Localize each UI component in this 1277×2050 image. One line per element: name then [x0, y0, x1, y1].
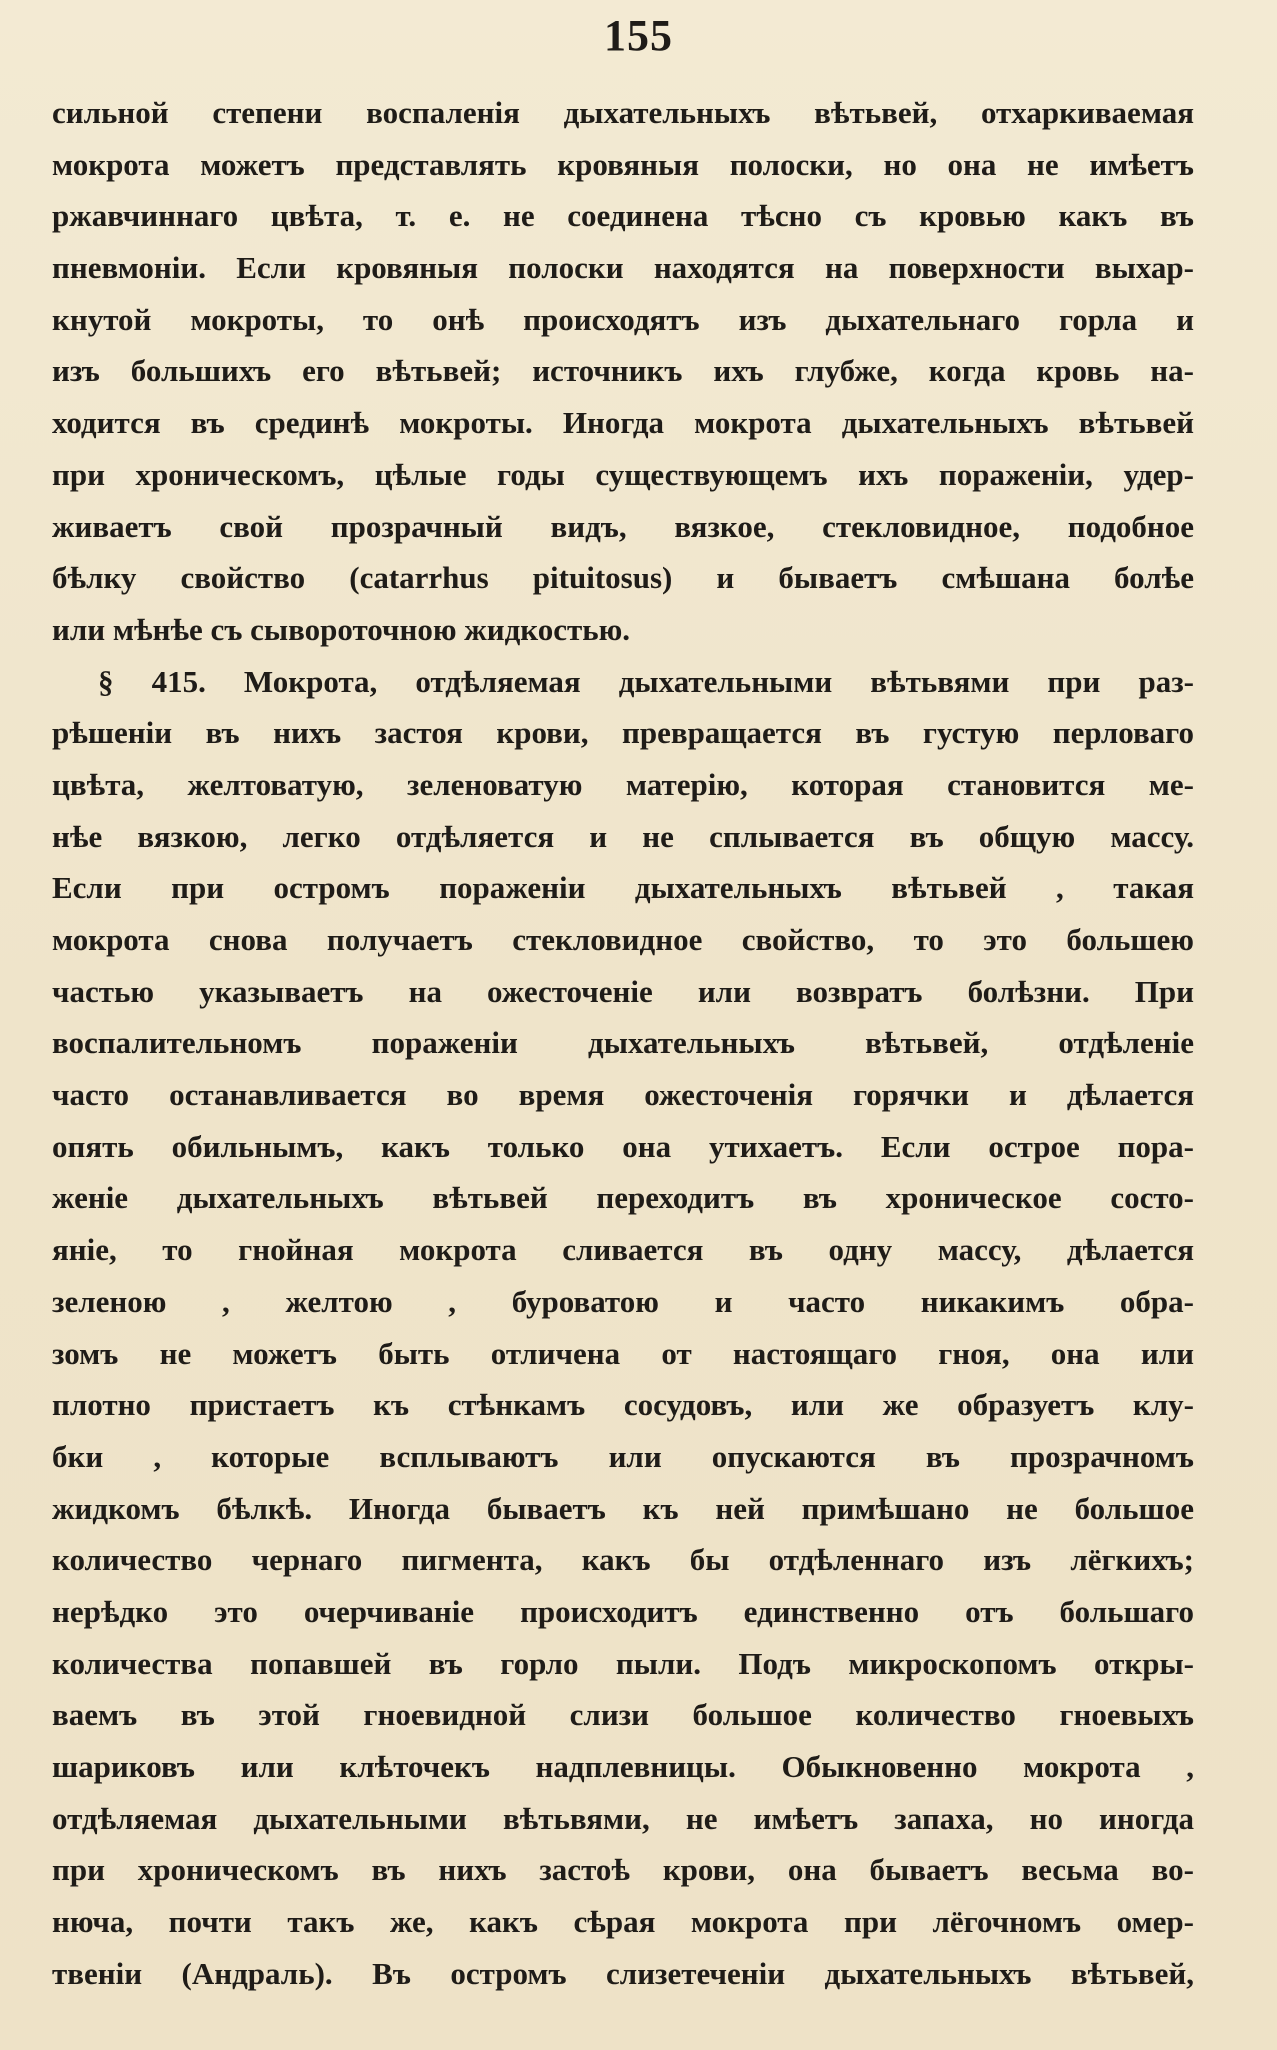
- text-line: цвѣта, желтоватую, зеленоватую матерію, которая становится ме-: [52, 766, 1194, 802]
- text-line: ржавчиннаго цвѣта, т. е. не соединена тѣсно съ кровью какъ въ: [52, 198, 1194, 234]
- text-line: жидкомъ бѣлкѣ. Иногда бываетъ къ ней примѣшано не большое: [52, 1490, 1194, 1526]
- text-line: бки , которые всплываютъ или опускаются въ прозрачномъ: [52, 1438, 1194, 1474]
- text-line: нѣе вязкою, легко отдѣляется и не сплывается въ общую массу.: [52, 818, 1194, 854]
- text-line: твеніи (Андраль). Въ остромъ слизетеченіи дыхательныхъ вѣтьвей,: [52, 1955, 1194, 1991]
- text-line: опять обильнымъ, какъ только она утихаетъ. Если острое пора-: [52, 1128, 1194, 1164]
- text-line: воспалительномъ пораженіи дыхательныхъ вѣтьвей, отдѣленіе: [52, 1025, 1194, 1061]
- text-line: рѣшеніи въ нихъ застоя крови, превращается въ густую перловаго: [52, 715, 1194, 751]
- text-line: яніе, то гнойная мокрота сливается въ одну массу, дѣлается: [52, 1232, 1194, 1268]
- text-line: частью указываетъ на ожесточеніе или возвратъ болѣзни. При: [52, 973, 1194, 1009]
- text-line: пневмоніи. Если кровяныя полоски находятся на поверхности выхар-: [52, 250, 1194, 286]
- text-line: Если при остромъ пораженіи дыхательныхъ вѣтьвей , такая: [52, 870, 1194, 906]
- text-line: зеленою , желтою , буроватою и часто никакимъ обра-: [52, 1283, 1194, 1319]
- text-line: количество чернаго пигмента, какъ бы отдѣленнаго изъ лёгкихъ;: [52, 1542, 1194, 1578]
- text-line: сильной степени воспаленія дыхательныхъ вѣтьвей, отхаркиваемая: [52, 95, 1194, 130]
- text-line: изъ большихъ его вѣтьвей; источникъ ихъ глубже, когда кровь на-: [52, 353, 1194, 389]
- text-line: мокрота можетъ представлять кровяныя полоски, но она не имѣетъ: [52, 146, 1194, 182]
- page-number: 155: [604, 11, 673, 60]
- text-line: живаетъ свой прозрачный видъ, вязкое, стекловидное, подобное: [52, 508, 1194, 544]
- text-line: зомъ не можетъ быть отличена от настоящаго гноя, она или: [52, 1335, 1194, 1371]
- text-line: при хроническомъ въ нихъ застоѣ крови, она бываетъ весьма во-: [52, 1852, 1194, 1888]
- text-line: ваемъ въ этой гноевидной слизи большое количество гноевыхъ: [52, 1697, 1194, 1733]
- text-line: мокрота снова получаетъ стекловидное свойство, то это большею: [52, 922, 1194, 957]
- text-line: нюча, почти такъ же, какъ сѣрая мокрота при лёгочномъ омер-: [52, 1904, 1194, 1940]
- text-line: отдѣляемая дыхательными вѣтьвями, не имѣетъ запаха, но иногда: [52, 1800, 1194, 1836]
- body-text: [52, 87, 1194, 1999]
- text-line: бѣлку свойство (catarrhus pituitosus) и бываетъ смѣшана болѣе: [52, 560, 1194, 596]
- text-line: плотно пристаетъ къ стѣнкамъ сосудовъ, или же образуетъ клу-: [52, 1387, 1194, 1423]
- text-line: нерѣдко это очерчиваніе происходитъ единственно отъ большаго: [52, 1593, 1194, 1629]
- text-line: кнутой мокроты, то онѣ происходятъ изъ дыхательнаго горла и: [52, 301, 1194, 337]
- text-line: шариковъ или клѣточекъ надплевницы. Обыкновенно мокрота ,: [52, 1749, 1194, 1784]
- text-line: часто останавливается во время ожесточенія горячки и дѣлается: [52, 1077, 1194, 1113]
- text-line: количества попавшей въ горло пыли. Подъ микроскопомъ откры-: [52, 1645, 1194, 1681]
- text-line: § 415. Мокрота, отдѣляемая дыхательными вѣтьвями при раз-: [98, 663, 1194, 699]
- text-line: или мѣнѣе съ сывороточною жидкостью.: [52, 611, 631, 647]
- text-line: ходится въ срединѣ мокроты. Иногда мокрота дыхательныхъ вѣтьвей: [52, 405, 1194, 441]
- text-line: при хроническомъ, цѣлые годы существующемъ ихъ пораженіи, удер-: [52, 456, 1194, 492]
- text-line: женіе дыхательныхъ вѣтьвей переходитъ въ хроническое состо-: [52, 1180, 1194, 1216]
